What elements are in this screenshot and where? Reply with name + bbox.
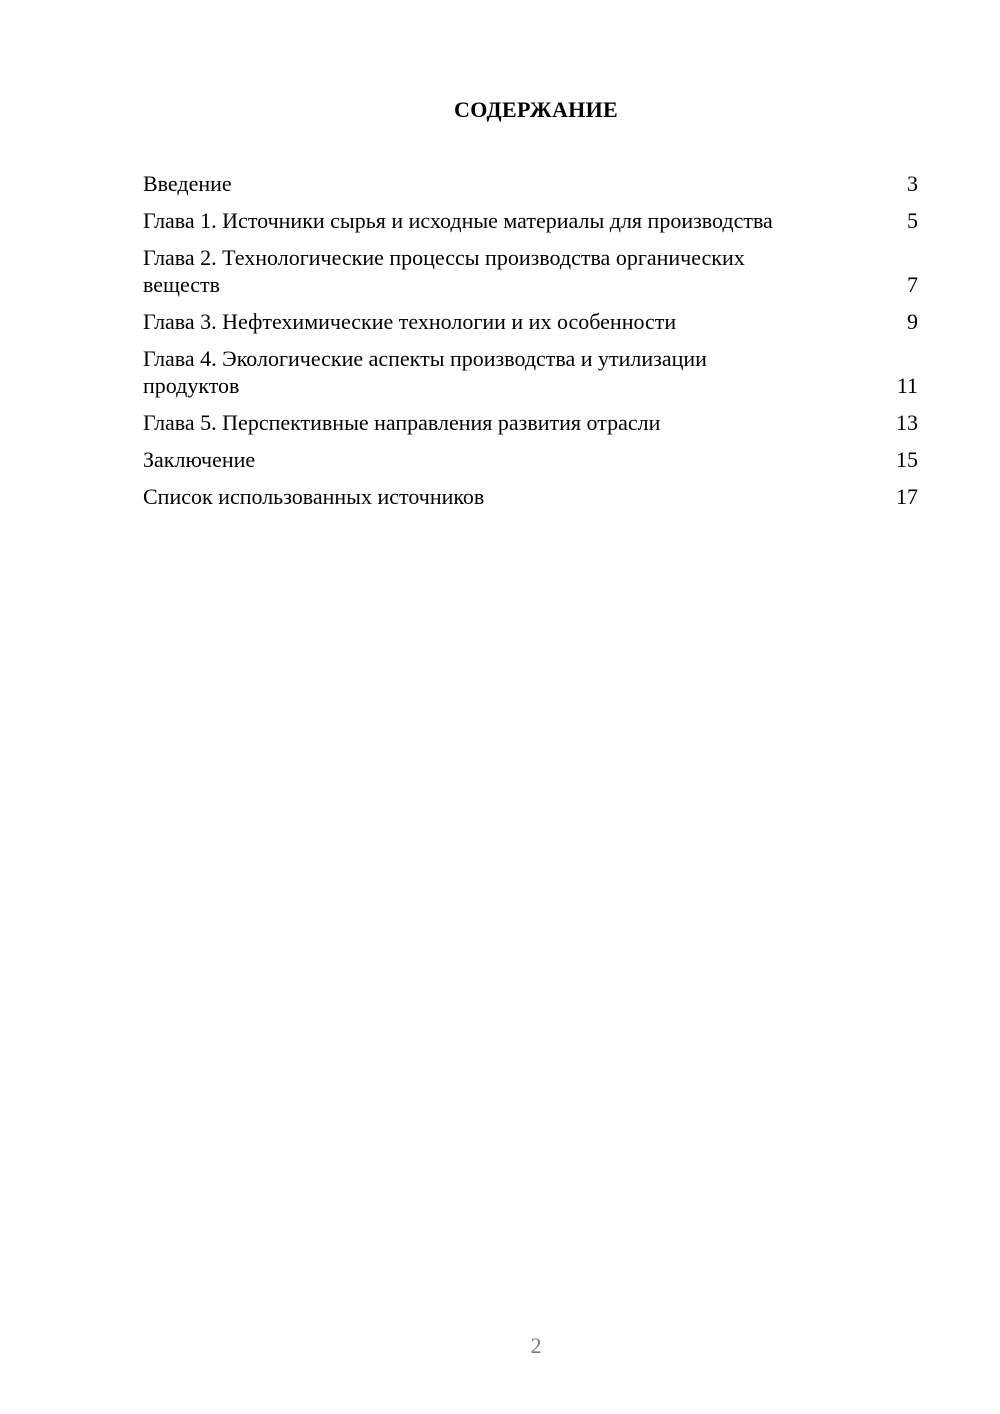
toc-entry-page: 11 [896, 373, 918, 398]
toc-entry-text: Глава 3. Нефтехимические технологии и их особенности [143, 309, 677, 334]
toc-entry-introduction [143, 170, 918, 197]
toc-entry-text: Глава 1. Источники сырья и исходные материалы для производства [143, 208, 773, 233]
toc-entry-page: 3 [907, 171, 918, 196]
page-number: 2 [530, 1333, 542, 1358]
toc-entry-page: 13 [896, 410, 918, 435]
toc-entry-conclusion [143, 446, 918, 473]
toc-entry-chapter-2 [143, 244, 918, 298]
toc-entry-page: 15 [896, 447, 918, 472]
toc-entry-page: 17 [896, 484, 918, 509]
toc-entry-page: 9 [907, 309, 918, 334]
toc-entry-text: Глава 2. Технологические процессы производства органических веществ [143, 245, 745, 297]
toc-entry-text: Заключение [143, 447, 256, 472]
toc-entry-chapter-1 [143, 207, 918, 234]
toc-title: СОДЕРЖАНИЕ [454, 97, 618, 122]
toc-entry-text: Глава 5. Перспективные направления развития отрасли [143, 410, 661, 435]
toc-entry-references [143, 483, 918, 510]
toc-entry-page: 5 [907, 208, 918, 233]
toc-entry-chapter-3 [143, 308, 918, 335]
toc-entry-chapter-5 [143, 409, 918, 436]
toc-entry-text: Список использованных источников [143, 484, 485, 509]
toc-entry-page: 7 [907, 272, 918, 297]
toc-entry-text: Введение [143, 171, 232, 196]
toc-list [143, 170, 918, 520]
toc-entry-text: Глава 4. Экологические аспекты производства и утилизации продуктов [143, 346, 707, 398]
toc-entry-chapter-4 [143, 345, 918, 399]
